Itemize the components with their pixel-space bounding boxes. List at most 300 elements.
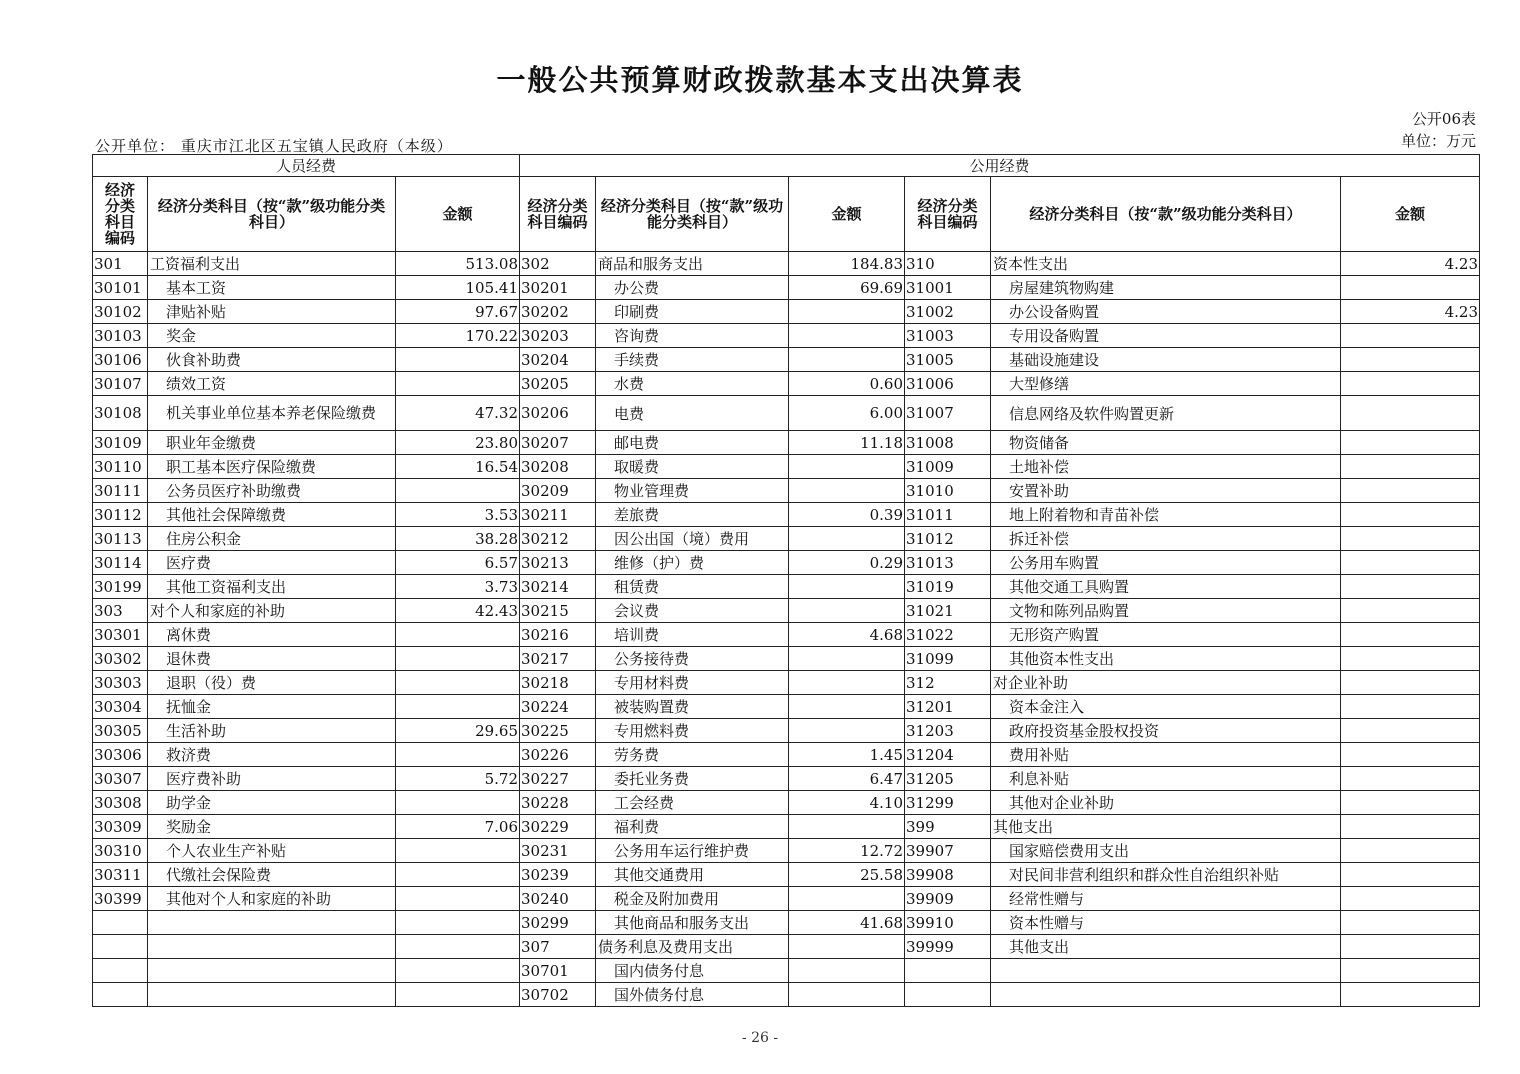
table-row <box>93 863 1480 887</box>
name-cell-2: 公务接待费 <box>596 647 789 671</box>
name-cell-2: 债务利息及费用支出 <box>596 935 789 959</box>
header-name: 经济分类科目（按“款”级功能分类科目） <box>148 177 396 252</box>
amount-cell <box>396 959 520 983</box>
amount-cell-2 <box>789 647 905 671</box>
code-cell: 30108 <box>93 396 148 431</box>
code-cell-3: 310 <box>905 252 991 276</box>
amount-cell-2: 12.72 <box>789 839 905 863</box>
code-cell-2: 30205 <box>520 372 596 396</box>
name-cell-3: 基础设施建设 <box>991 348 1341 372</box>
table-row <box>93 396 1480 431</box>
wrapped-name-text: 机关事业单位基本养老保险缴费 <box>166 403 377 422</box>
code-cell-2: 30701 <box>520 959 596 983</box>
code-cell-3: 31204 <box>905 743 991 767</box>
code-cell: 30114 <box>93 551 148 575</box>
name-cell: 生活补助 <box>148 719 396 743</box>
table-row <box>93 911 1480 935</box>
form-number: 公开06表 <box>1411 110 1476 128</box>
name-cell-3 <box>991 959 1341 983</box>
code-cell: 30399 <box>93 887 148 911</box>
name-cell-3: 土地补偿 <box>991 455 1341 479</box>
name-cell-3: 国家赔偿费用支出 <box>991 839 1341 863</box>
code-cell: 30107 <box>93 372 148 396</box>
amount-cell-2 <box>789 983 905 1007</box>
name-cell-3: 费用补贴 <box>991 743 1341 767</box>
name-cell: 退休费 <box>148 647 396 671</box>
name-cell: 基本工资 <box>148 276 396 300</box>
table-row <box>93 671 1480 695</box>
table-row <box>93 887 1480 911</box>
code-cell-2: 30218 <box>520 671 596 695</box>
code-cell: 30301 <box>93 623 148 647</box>
amount-cell-2: 69.69 <box>789 276 905 300</box>
name-cell <box>148 396 396 431</box>
table-row <box>93 575 1480 599</box>
amount-cell-3 <box>1341 503 1480 527</box>
amount-cell: 3.53 <box>396 503 520 527</box>
name-cell-2: 公务用车运行维护费 <box>596 839 789 863</box>
code-cell-2: 30214 <box>520 575 596 599</box>
name-cell-2: 因公出国（境）费用 <box>596 527 789 551</box>
header-code: 经济分类科目编码 <box>93 177 148 252</box>
amount-cell-2 <box>789 527 905 551</box>
header-amount-2: 金额 <box>789 177 905 252</box>
code-cell-3: 39907 <box>905 839 991 863</box>
code-cell-3: 31205 <box>905 767 991 791</box>
amount-cell: 97.67 <box>396 300 520 324</box>
amount-cell-3 <box>1341 575 1480 599</box>
code-cell: 30103 <box>93 324 148 348</box>
name-cell-3: 文物和陈列品购置 <box>991 599 1341 623</box>
code-cell-2: 30228 <box>520 791 596 815</box>
amount-cell-2: 0.29 <box>789 551 905 575</box>
code-cell-3: 39910 <box>905 911 991 935</box>
amount-cell-2 <box>789 959 905 983</box>
amount-cell-3 <box>1341 935 1480 959</box>
amount-cell: 7.06 <box>396 815 520 839</box>
code-cell-2: 30212 <box>520 527 596 551</box>
code-cell: 30304 <box>93 695 148 719</box>
name-cell-3: 政府投资基金股权投资 <box>991 719 1341 743</box>
code-cell-2: 30208 <box>520 455 596 479</box>
amount-cell-3 <box>1341 276 1480 300</box>
name-cell: 救济费 <box>148 743 396 767</box>
table-row <box>93 455 1480 479</box>
unit-label: 单位：万元 <box>1400 132 1476 150</box>
header-name-3: 经济分类科目（按“款”级功能分类科目） <box>991 177 1341 252</box>
header-code-2: 经济分类科目编码 <box>520 177 596 252</box>
name-cell <box>148 911 396 935</box>
amount-cell <box>396 743 520 767</box>
amount-cell-2: 184.83 <box>789 252 905 276</box>
name-cell-3: 其他对企业补助 <box>991 791 1341 815</box>
code-cell: 30305 <box>93 719 148 743</box>
amount-cell <box>396 863 520 887</box>
table-row <box>93 983 1480 1007</box>
name-cell: 医疗费 <box>148 551 396 575</box>
name-cell: 住房公积金 <box>148 527 396 551</box>
amount-cell-3 <box>1341 348 1480 372</box>
code-cell <box>93 911 148 935</box>
name-cell-3: 对企业补助 <box>991 671 1341 695</box>
amount-cell: 16.54 <box>396 455 520 479</box>
code-cell-3: 31003 <box>905 324 991 348</box>
amount-cell-3 <box>1341 647 1480 671</box>
expenditure-table <box>92 154 1480 1007</box>
name-cell-3: 经常性赠与 <box>991 887 1341 911</box>
name-cell-2: 专用燃料费 <box>596 719 789 743</box>
table-row <box>93 959 1480 983</box>
name-cell <box>148 983 396 1007</box>
amount-cell <box>396 479 520 503</box>
code-cell: 30306 <box>93 743 148 767</box>
name-cell-3: 物资储备 <box>991 431 1341 455</box>
amount-cell <box>396 372 520 396</box>
amount-cell: 42.43 <box>396 599 520 623</box>
name-cell-3: 利息补贴 <box>991 767 1341 791</box>
name-cell-2: 其他商品和服务支出 <box>596 911 789 935</box>
name-cell-2: 维修（护）费 <box>596 551 789 575</box>
table-row <box>93 623 1480 647</box>
code-cell: 30113 <box>93 527 148 551</box>
amount-cell: 170.22 <box>396 324 520 348</box>
code-cell-2: 30702 <box>520 983 596 1007</box>
amount-cell: 29.65 <box>396 719 520 743</box>
code-cell <box>93 983 148 1007</box>
amount-cell-3 <box>1341 863 1480 887</box>
amount-cell <box>396 935 520 959</box>
name-cell-2: 商品和服务支出 <box>596 252 789 276</box>
amount-cell <box>396 671 520 695</box>
code-cell-3: 31201 <box>905 695 991 719</box>
code-cell: 30111 <box>93 479 148 503</box>
name-cell-3: 专用设备购置 <box>991 324 1341 348</box>
name-cell-3: 其他资本性支出 <box>991 647 1341 671</box>
code-cell-2: 30299 <box>520 911 596 935</box>
amount-cell-3: 4.23 <box>1341 300 1480 324</box>
name-cell-2: 会议费 <box>596 599 789 623</box>
name-cell-2: 咨询费 <box>596 324 789 348</box>
header-code-3: 经济分类科目编码 <box>905 177 991 252</box>
name-cell-3: 安置补助 <box>991 479 1341 503</box>
amount-cell: 23.80 <box>396 431 520 455</box>
amount-cell-2: 6.47 <box>789 767 905 791</box>
name-cell: 职业年金缴费 <box>148 431 396 455</box>
table-row <box>93 527 1480 551</box>
name-cell-3: 资本性支出 <box>991 252 1341 276</box>
code-cell-2: 30216 <box>520 623 596 647</box>
amount-cell <box>396 647 520 671</box>
table-row <box>93 743 1480 767</box>
code-cell: 30310 <box>93 839 148 863</box>
amount-cell <box>396 887 520 911</box>
name-cell: 奖励金 <box>148 815 396 839</box>
name-cell-2: 委托业务费 <box>596 767 789 791</box>
code-cell-2: 30215 <box>520 599 596 623</box>
name-cell-3: 对民间非营利组织和群众性自治组织补贴 <box>991 863 1341 887</box>
name-cell-2: 培训费 <box>596 623 789 647</box>
amount-cell-3 <box>1341 743 1480 767</box>
amount-cell: 513.08 <box>396 252 520 276</box>
code-cell-3: 31299 <box>905 791 991 815</box>
amount-cell-2 <box>789 815 905 839</box>
table-row <box>93 431 1480 455</box>
amount-cell-3 <box>1341 372 1480 396</box>
code-cell-2: 30203 <box>520 324 596 348</box>
amount-cell-2: 41.68 <box>789 911 905 935</box>
name-cell-2: 水费 <box>596 372 789 396</box>
amount-cell <box>396 983 520 1007</box>
amount-cell-3 <box>1341 551 1480 575</box>
name-cell: 医疗费补助 <box>148 767 396 791</box>
name-cell-2: 租赁费 <box>596 575 789 599</box>
amount-cell-3 <box>1341 671 1480 695</box>
amount-cell-2 <box>789 455 905 479</box>
amount-cell-3 <box>1341 324 1480 348</box>
code-cell-3: 39999 <box>905 935 991 959</box>
amount-cell-2 <box>789 599 905 623</box>
group-personnel: 人员经费 <box>93 155 520 177</box>
code-cell-3 <box>905 959 991 983</box>
name-cell: 绩效工资 <box>148 372 396 396</box>
group-public: 公用经费 <box>520 155 1480 177</box>
name-cell-2: 工会经费 <box>596 791 789 815</box>
table-row <box>93 839 1480 863</box>
code-cell: 30308 <box>93 791 148 815</box>
code-cell-2: 30201 <box>520 276 596 300</box>
name-cell-2: 取暖费 <box>596 455 789 479</box>
amount-cell <box>396 791 520 815</box>
amount-cell-2: 25.58 <box>789 863 905 887</box>
code-cell: 30101 <box>93 276 148 300</box>
name-cell: 其他对个人和家庭的补助 <box>148 887 396 911</box>
header-amount-3: 金额 <box>1341 177 1480 252</box>
name-cell-3: 拆迁补偿 <box>991 527 1341 551</box>
amount-cell-2 <box>789 887 905 911</box>
name-cell-3: 资本性赠与 <box>991 911 1341 935</box>
amount-cell-3 <box>1341 983 1480 1007</box>
name-cell: 代缴社会保险费 <box>148 863 396 887</box>
code-cell-2: 30211 <box>520 503 596 527</box>
code-cell <box>93 959 148 983</box>
code-cell-2: 30209 <box>520 479 596 503</box>
table-row <box>93 647 1480 671</box>
amount-cell-3 <box>1341 527 1480 551</box>
amount-cell <box>396 348 520 372</box>
header-name-2: 经济分类科目（按“款”级功能分类科目） <box>596 177 789 252</box>
code-cell-3: 31099 <box>905 647 991 671</box>
name-cell-2: 国内债务付息 <box>596 959 789 983</box>
table-row <box>93 935 1480 959</box>
code-cell <box>93 935 148 959</box>
code-cell: 30302 <box>93 647 148 671</box>
code-cell-3: 31007 <box>905 396 991 431</box>
amount-cell <box>396 911 520 935</box>
code-cell-3: 31009 <box>905 455 991 479</box>
amount-cell-3 <box>1341 599 1480 623</box>
code-cell-3: 31203 <box>905 719 991 743</box>
code-cell-2: 30229 <box>520 815 596 839</box>
code-cell-2: 30225 <box>520 719 596 743</box>
name-cell-3 <box>991 983 1341 1007</box>
table-row <box>93 695 1480 719</box>
code-cell: 301 <box>93 252 148 276</box>
code-cell-2: 30204 <box>520 348 596 372</box>
table-row <box>93 252 1480 276</box>
amount-cell-2 <box>789 575 905 599</box>
amount-cell-2 <box>789 935 905 959</box>
header-amount: 金额 <box>396 177 520 252</box>
amount-cell <box>396 839 520 863</box>
table-row <box>93 719 1480 743</box>
name-cell <box>148 935 396 959</box>
name-cell-3: 公务用车购置 <box>991 551 1341 575</box>
name-cell-2: 邮电费 <box>596 431 789 455</box>
name-cell: 其他社会保障缴费 <box>148 503 396 527</box>
amount-cell-3 <box>1341 791 1480 815</box>
table-row <box>93 276 1480 300</box>
code-cell-3: 312 <box>905 671 991 695</box>
name-cell-2: 手续费 <box>596 348 789 372</box>
name-cell-2: 其他交通费用 <box>596 863 789 887</box>
name-cell: 对个人和家庭的补助 <box>148 599 396 623</box>
amount-cell <box>396 623 520 647</box>
code-cell-3: 31005 <box>905 348 991 372</box>
code-cell-3: 399 <box>905 815 991 839</box>
amount-cell-2 <box>789 695 905 719</box>
amount-cell-2 <box>789 719 905 743</box>
name-cell-3: 其他支出 <box>991 935 1341 959</box>
name-cell: 其他工资福利支出 <box>148 575 396 599</box>
page-number: - 26 - <box>741 1030 779 1046</box>
code-cell-3 <box>905 983 991 1007</box>
code-cell: 30199 <box>93 575 148 599</box>
name-cell-2: 物业管理费 <box>596 479 789 503</box>
amount-cell-3 <box>1341 455 1480 479</box>
name-cell-2: 劳务费 <box>596 743 789 767</box>
amount-cell-2: 4.68 <box>789 623 905 647</box>
name-cell: 退职（役）费 <box>148 671 396 695</box>
amount-cell-3: 4.23 <box>1341 252 1480 276</box>
amount-cell: 38.28 <box>396 527 520 551</box>
organization-label: 公开单位： 重庆市江北区五宝镇人民政府（本级） <box>95 137 453 155</box>
name-cell-2: 国外债务付息 <box>596 983 789 1007</box>
amount-cell-3 <box>1341 959 1480 983</box>
amount-cell-3 <box>1341 623 1480 647</box>
code-cell-2: 30239 <box>520 863 596 887</box>
amount-cell-3 <box>1341 911 1480 935</box>
name-cell-3: 信息网络及软件购置更新 <box>991 396 1341 431</box>
code-cell: 30112 <box>93 503 148 527</box>
name-cell-3: 其他交通工具购置 <box>991 575 1341 599</box>
name-cell-3: 资本金注入 <box>991 695 1341 719</box>
amount-cell: 3.73 <box>396 575 520 599</box>
code-cell-2: 30240 <box>520 887 596 911</box>
amount-cell-2: 1.45 <box>789 743 905 767</box>
table-row <box>93 767 1480 791</box>
amount-cell-3 <box>1341 767 1480 791</box>
name-cell-2: 被装购置费 <box>596 695 789 719</box>
name-cell-2: 福利费 <box>596 815 789 839</box>
code-cell: 30106 <box>93 348 148 372</box>
name-cell: 离休费 <box>148 623 396 647</box>
code-cell-3: 31008 <box>905 431 991 455</box>
name-cell-2: 差旅费 <box>596 503 789 527</box>
code-cell-2: 30213 <box>520 551 596 575</box>
code-cell-3: 31012 <box>905 527 991 551</box>
name-cell: 奖金 <box>148 324 396 348</box>
amount-cell: 5.72 <box>396 767 520 791</box>
code-cell-2: 30224 <box>520 695 596 719</box>
code-cell: 303 <box>93 599 148 623</box>
code-cell: 30303 <box>93 671 148 695</box>
code-cell-2: 30207 <box>520 431 596 455</box>
amount-cell: 47.32 <box>396 396 520 431</box>
code-cell-3: 39909 <box>905 887 991 911</box>
amount-cell-2: 6.00 <box>789 396 905 431</box>
code-cell-2: 30217 <box>520 647 596 671</box>
table-row <box>93 791 1480 815</box>
amount-cell-3 <box>1341 479 1480 503</box>
code-cell: 30109 <box>93 431 148 455</box>
code-cell-2: 30206 <box>520 396 596 431</box>
amount-cell-2: 4.10 <box>789 791 905 815</box>
name-cell-2: 电费 <box>596 396 789 431</box>
code-cell-3: 31019 <box>905 575 991 599</box>
name-cell: 抚恤金 <box>148 695 396 719</box>
amount-cell-2 <box>789 671 905 695</box>
table-row <box>93 300 1480 324</box>
code-cell: 30307 <box>93 767 148 791</box>
amount-cell-2: 11.18 <box>789 431 905 455</box>
code-cell-2: 302 <box>520 252 596 276</box>
code-cell-2: 30202 <box>520 300 596 324</box>
code-cell-3: 31022 <box>905 623 991 647</box>
code-cell: 30102 <box>93 300 148 324</box>
code-cell-3: 31010 <box>905 479 991 503</box>
name-cell-2: 办公费 <box>596 276 789 300</box>
name-cell: 职工基本医疗保险缴费 <box>148 455 396 479</box>
code-cell-2: 30226 <box>520 743 596 767</box>
amount-cell-3 <box>1341 431 1480 455</box>
name-cell: 伙食补助费 <box>148 348 396 372</box>
table-row <box>93 324 1480 348</box>
code-cell: 30309 <box>93 815 148 839</box>
amount-cell-2: 0.60 <box>789 372 905 396</box>
name-cell-3: 房屋建筑物购建 <box>991 276 1341 300</box>
code-cell-3: 31001 <box>905 276 991 300</box>
name-cell-3: 大型修缮 <box>991 372 1341 396</box>
table-row <box>93 479 1480 503</box>
table-row <box>93 815 1480 839</box>
name-cell-3: 办公设备购置 <box>991 300 1341 324</box>
name-cell-3: 地上附着物和青苗补偿 <box>991 503 1341 527</box>
name-cell-2: 税金及附加费用 <box>596 887 789 911</box>
name-cell-2: 专用材料费 <box>596 671 789 695</box>
name-cell-3: 其他支出 <box>991 815 1341 839</box>
amount-cell: 6.57 <box>396 551 520 575</box>
amount-cell-3 <box>1341 815 1480 839</box>
name-cell-3: 无形资产购置 <box>991 623 1341 647</box>
table-row <box>93 551 1480 575</box>
name-cell: 公务员医疗补助缴费 <box>148 479 396 503</box>
amount-cell <box>396 695 520 719</box>
name-cell: 工资福利支出 <box>148 252 396 276</box>
code-cell-3: 31006 <box>905 372 991 396</box>
code-cell-2: 307 <box>520 935 596 959</box>
name-cell: 助学金 <box>148 791 396 815</box>
code-cell: 30110 <box>93 455 148 479</box>
